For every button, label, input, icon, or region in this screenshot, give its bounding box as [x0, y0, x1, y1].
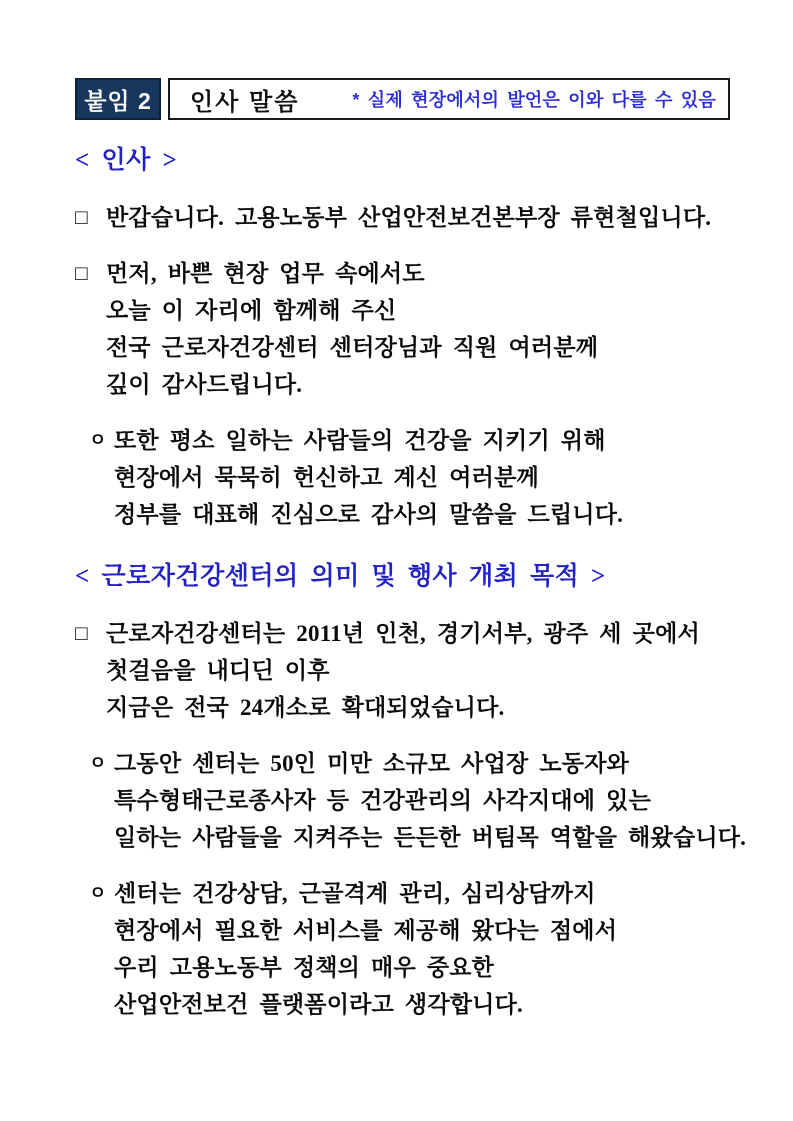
text-line: 우리 고용노동부 정책의 매우 중요한: [114, 955, 495, 980]
text-line: 현장에서 묵묵히 헌신하고 계신 여러분께: [114, 465, 539, 490]
document-title: 인사 말씀: [190, 88, 300, 116]
text-line: 반갑습니다. 고용노동부 산업안전보건본부장 류현철입니다.: [106, 205, 712, 230]
square-bullet: □: [75, 205, 88, 229]
text-line: 산업안전보건 플랫폼이라고 생각합니다.: [114, 992, 523, 1017]
circle-bullet: ㅇ: [89, 753, 107, 773]
paragraph-lines: [106, 615, 735, 726]
document-body: [75, 145, 747, 1042]
text-line: 일하는 사람들을 지켜주는 든든한 버팀목 역할을 해왔습니다.: [114, 825, 747, 850]
square-bullet: □: [75, 261, 88, 285]
square-bullet: □: [75, 621, 88, 645]
text-line: 또한 평소 일하는 사람들의 건강을 지키기 위해: [114, 428, 606, 453]
paragraph-lines: [114, 745, 747, 856]
text-line: 근로자건강센터는 2011년 인천, 경기서부, 광주 세 곳에서: [106, 621, 700, 646]
text-line: 전국 근로자건강센터 센터장님과 직원 여러분께: [106, 335, 599, 360]
paragraph-lines: [106, 255, 735, 403]
text-line: 첫걸음을 내디딘 이후: [106, 658, 330, 683]
circle-bullet: ㅇ: [89, 883, 107, 903]
text-line: 지금은 전국 24개소로 확대되었습니다.: [106, 695, 505, 720]
paragraph-lines: [114, 875, 735, 1023]
sub-paragraph: [89, 422, 735, 533]
paragraph: [75, 615, 735, 726]
document-note: * 실제 현장에서의 발언은 이와 다를 수 있음: [352, 90, 716, 110]
section-heading: < 인사 >: [75, 147, 178, 174]
text-line: 센터는 건강상담, 근골격계 관리, 심리상담까지: [114, 881, 596, 906]
attachment-badge: 붙임 2: [75, 78, 161, 120]
title-box: [168, 78, 730, 120]
paragraph: [75, 255, 735, 403]
text-line: 정부를 대표해 진심으로 감사의 말씀을 드립니다.: [114, 502, 624, 527]
paragraph-lines: [114, 422, 735, 533]
paragraph: [75, 199, 735, 236]
circle-bullet: ㅇ: [89, 430, 107, 450]
text-line: 특수형태근로종사자 등 건강관리의 사각지대에 있는: [114, 788, 651, 813]
text-line: 깊이 감사드립니다.: [106, 372, 303, 397]
text-line: 그동안 센터는 50인 미만 소규모 사업장 노동자와: [114, 751, 630, 776]
text-line: 현장에서 필요한 서비스를 제공해 왔다는 점에서: [114, 918, 618, 943]
document-header: [75, 78, 730, 120]
text-line: 먼저, 바쁜 현장 업무 속에서도: [106, 261, 425, 286]
sub-paragraph: [89, 875, 735, 1023]
paragraph-lines: [106, 199, 735, 236]
text-line: 오늘 이 자리에 함께해 주신: [106, 298, 397, 323]
section-heading: < 근로자건강센터의 의미 및 행사 개최 목적 >: [75, 563, 606, 590]
sub-paragraph: [89, 745, 747, 856]
